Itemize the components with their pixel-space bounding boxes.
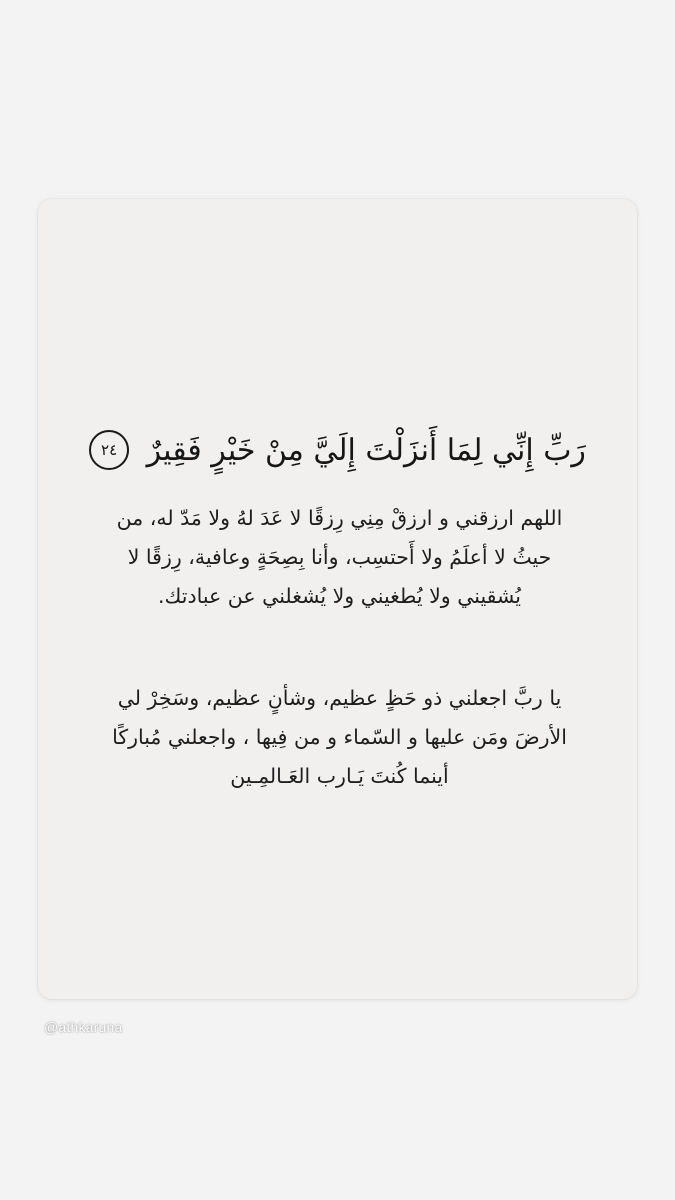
watermark-handle: @athkaruna: [44, 1019, 123, 1035]
quran-verse: [38, 421, 637, 481]
content-card: [38, 199, 637, 999]
supplication-paragraph-1: اللهم ارزقني و ارزقْ مِنِي رِزقًا لا عَدَ لهُ ولا مَدّ له، من حيثُ لا أعلَمُ ولا أَحتسِب، وأنا بِصِحَةٍ وعافية، رِزقًا لا يُشقيني ولا يُطغيني ولا يُشغلني عن عبادتك.: [116, 506, 563, 608]
verse-number-badge: ٢٤: [89, 430, 129, 470]
verse-text: رَبِّ إِنِّي لِمَا أَنزَلْتَ إِلَيَّ مِنْ خَيْرٍ فَقِيرٌ: [146, 433, 586, 468]
supplication-paragraph-2: يا ربَّ اجعلني ذو حَظٍ عظيم، وشأنٍ عظيم، وسَخِرْ لي الأرضَ ومَن عليها و السّماء و من فِيها ، واجعلني مُباركًا أينما كُنتَ يَـارب العَـالمِـين: [112, 686, 567, 788]
